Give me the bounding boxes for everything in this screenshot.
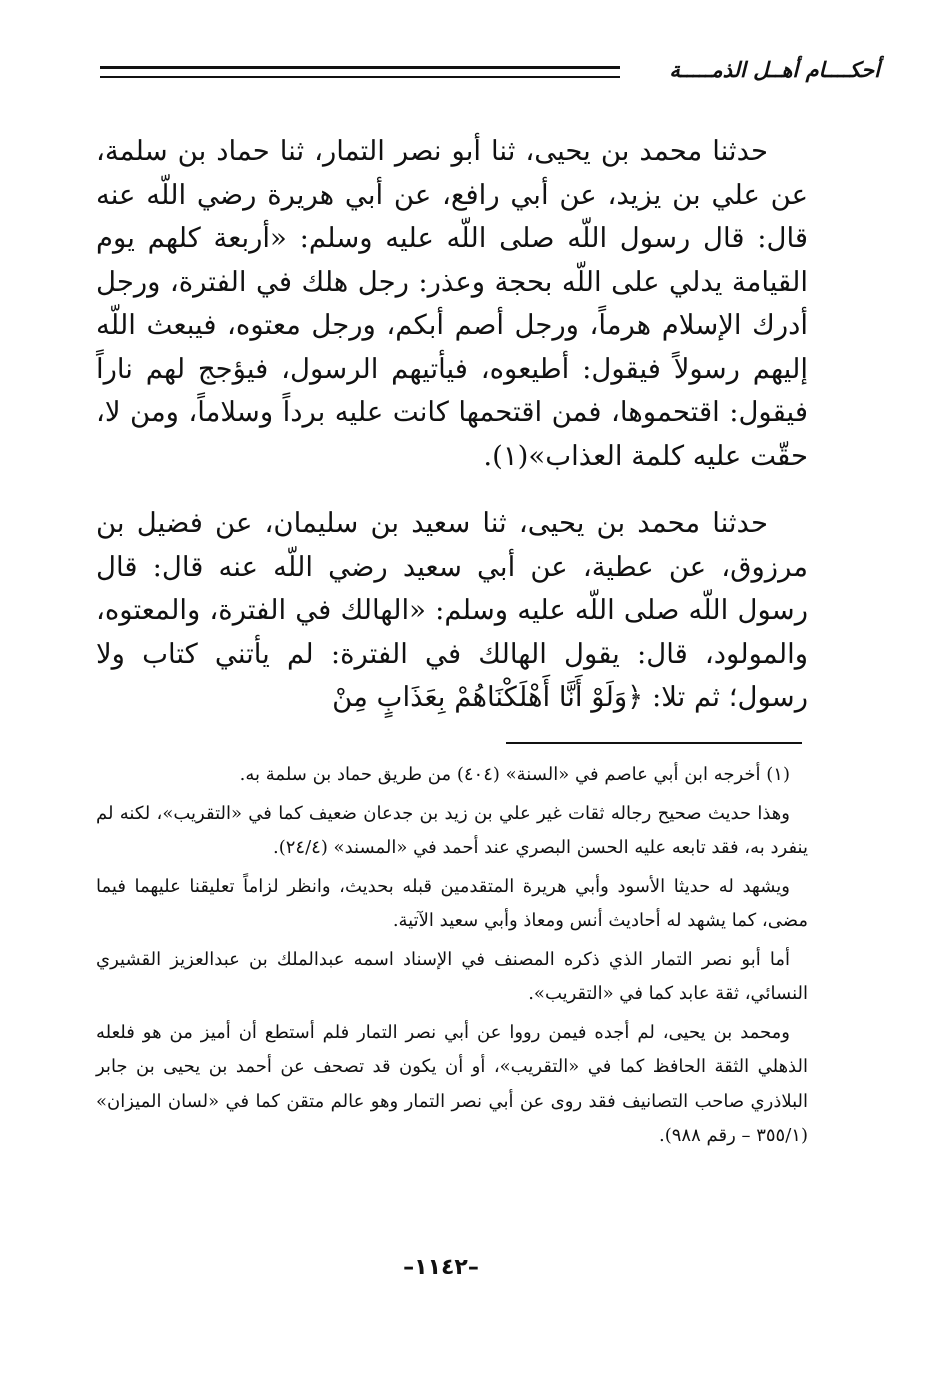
footnote-paragraph: (١) أخرجه ابن أبي عاصم في «السنة» (٤٠٤) من طريق حماد بن سلمة به. — [239, 764, 790, 785]
page-number: –١١٤٢– — [403, 1255, 479, 1280]
running-header-title: أحكــــام أهــل الذمـــــة — [669, 58, 880, 82]
main-paragraph: حدثنا محمد بن يحيى، ثنا سعيد بن سليمان، عن فضيل بن مرزوق، عن عطية، عن أبي سعيد رضي اللّه عنه قال: قال رسول اللّه صلى اللّه عليه وسلم: «الهالك في الفترة، والمعتوه، والمولود، قال: يقول الهالك في الفترة: لم يأتني كتاب ولا رسول؛ ثم تلا: ﴿وَلَوْ أَنَّا أَهْلَكْنَاهُمْ بِعَذَابٍ مِنْ — [96, 507, 808, 713]
footnote-paragraph: أما أبو نصر التمار الذي ذكره المصنف في الإسناد اسمه عبدالملك بن عبدالعزيز القشيري النسائي، ثقة عابد كما في «التقريب». — [96, 948, 808, 1004]
footnotes-block — [96, 758, 808, 1158]
main-text-block — [96, 130, 808, 744]
footnote-separator — [506, 742, 802, 744]
footnote-paragraph: ويشهد له حديثا الأسود وأبي هريرة المتقدمين قبله بحديث، وانظر لزاماً تعليقنا عليهما فيما مضى، كما يشهد له أحاديث أنس ومعاذ وأبي سعيد الآتية. — [96, 875, 808, 931]
footnote-paragraph: ومحمد بن يحيى، لم أجده فيمن رووا عن أبي نصر التمار فلم أستطع أن أميز من هو فلعله الذهلي الثقة الحافظ كما في «التقريب»، أو أن يكون قد تصحف عن أحمد بن يحيى بن جابر البلاذري صاحب التصانيف فقد روى عن أبي نصر التمار وهو عالم متقن كما في «لسان الميزان» (٣٥٥/١ – رقم ٩٨٨). — [96, 1021, 808, 1146]
main-paragraph: حدثنا محمد بن يحيى، ثنا أبو نصر التمار، ثنا حماد بن سلمة، عن علي بن يزيد، عن أبي رافع، عن أبي هريرة رضي اللّه عنه قال: قال رسول اللّه صلى اللّه عليه وسلم: «أربعة كلهم يوم القيامة يدلي على اللّه بحجة وعذر: رجل هلك في الفترة، ورجل أدرك الإسلام هرماً، ورجل أصم أبكم، ورجل معتوه، فيبعث اللّه إليهم رسولاً فيقول: أطيعوه، فيأتيهم الرسول، فيؤجج لهم ناراً فيقول: اقتحموها، فمن اقتحمها كانت عليه برداً وسلاماً، ومن لا، حقّت عليه كلمة العذاب»(١). — [96, 135, 808, 472]
header-double-rule — [100, 66, 620, 78]
footnote-paragraph: وهذا حديث صحيح رجاله ثقات غير علي بن زيد بن جدعان ضعيف كما في «التقريب»، لكنه لم ينفرد به، فقد تابعه عليه الحسن البصري عند أحمد في «المسند» (٢٤/٤). — [96, 802, 808, 858]
